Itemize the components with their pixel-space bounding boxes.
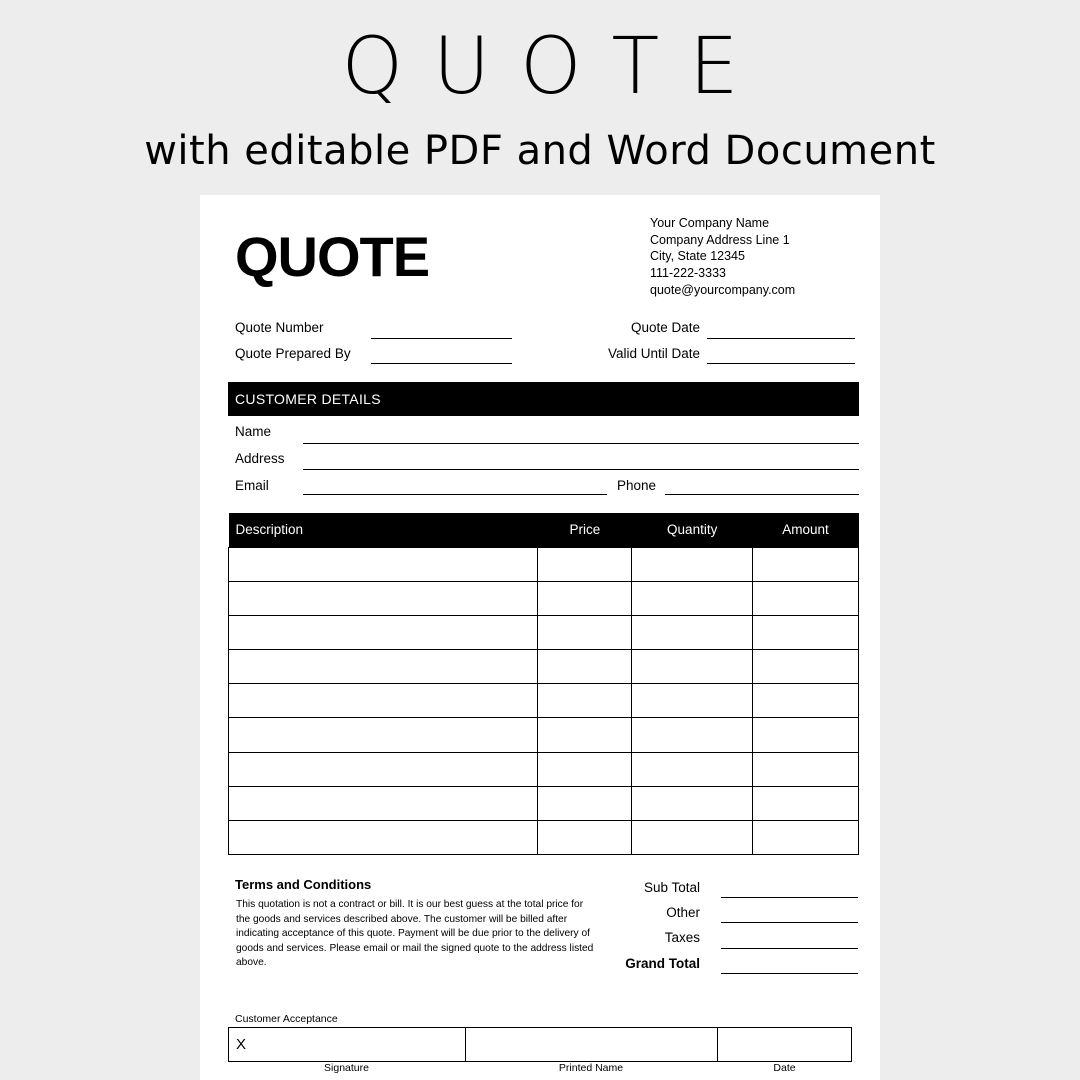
description-cell[interactable] [229, 684, 538, 718]
table-row [229, 821, 859, 855]
amount-cell[interactable] [753, 821, 859, 855]
quantity-cell[interactable] [632, 650, 753, 684]
description-cell[interactable] [229, 615, 538, 649]
printed-name-box[interactable] [466, 1028, 718, 1062]
price-cell[interactable] [538, 684, 632, 718]
amount-cell[interactable] [753, 615, 859, 649]
signature-caption: Signature [324, 1062, 369, 1074]
description-cell[interactable] [229, 786, 538, 820]
acceptance-table [228, 1027, 852, 1062]
col-amount: Amount [753, 513, 859, 547]
quote-prepared-by-field[interactable] [371, 363, 512, 364]
other-label: Other [666, 905, 700, 920]
company-address: Company Address Line 1 [650, 232, 790, 247]
table-row [229, 547, 859, 581]
price-cell[interactable] [538, 786, 632, 820]
quote-prepared-by-label: Quote Prepared By [235, 346, 351, 361]
price-cell[interactable] [538, 615, 632, 649]
description-cell[interactable] [229, 581, 538, 615]
date-caption: Date [773, 1062, 796, 1074]
quote-date-label: Quote Date [630, 320, 700, 335]
col-description: Description [229, 513, 538, 547]
price-cell[interactable] [538, 581, 632, 615]
company-city: City, State 12345 [650, 249, 745, 264]
price-cell[interactable] [538, 547, 632, 581]
company-info [650, 215, 795, 299]
quantity-cell[interactable] [632, 786, 753, 820]
price-cell[interactable] [538, 821, 632, 855]
customer-phone-field[interactable] [665, 494, 859, 495]
col-price: Price [538, 513, 632, 547]
company-name: Your Company Name [650, 216, 770, 230]
items-body [229, 547, 859, 855]
customer-address-label: Address [235, 451, 285, 466]
company-email: quote@yourcompany.com [650, 282, 796, 297]
items-table [228, 513, 859, 855]
quantity-cell[interactable] [632, 684, 753, 718]
customer-phone-label: Phone [617, 478, 657, 493]
printed-name-caption: Printed Name [558, 1062, 624, 1074]
table-row [229, 786, 859, 820]
amount-cell[interactable] [753, 650, 859, 684]
grand-total-field[interactable] [721, 973, 858, 974]
customer-email-label: Email [235, 478, 269, 493]
description-cell[interactable] [229, 547, 538, 581]
amount-cell[interactable] [753, 547, 859, 581]
valid-until-field[interactable] [707, 363, 855, 364]
items-header-row [229, 513, 859, 547]
terms-heading: Terms and Conditions [235, 877, 372, 892]
description-cell[interactable] [229, 752, 538, 786]
sub-total-field[interactable] [721, 897, 858, 898]
date-box[interactable] [718, 1028, 852, 1062]
quote-date-field[interactable] [707, 338, 855, 339]
table-row [229, 684, 859, 718]
signature-box[interactable] [229, 1028, 466, 1062]
terms-body: This quotation is not a contract or bill. It is our best guess at the total price for the goods and services described above. The customer will be billed after indicating acceptance of this quote. Payment will be due prior to the delivery of goods and services. Please email or mail the signed quote to the address listed above. [236, 899, 594, 968]
amount-cell[interactable] [753, 752, 859, 786]
quote-number-label: Quote Number [235, 320, 324, 335]
signature-x-mark: X [236, 1036, 247, 1053]
description-cell[interactable] [229, 650, 538, 684]
price-cell[interactable] [538, 752, 632, 786]
table-row [229, 581, 859, 615]
table-row [229, 718, 859, 752]
sub-total-label: Sub Total [643, 880, 700, 895]
quantity-cell[interactable] [632, 718, 753, 752]
description-cell[interactable] [229, 718, 538, 752]
quote-sheet [200, 195, 880, 1080]
customer-email-field[interactable] [303, 494, 607, 495]
banner-subtitle: with editable PDF and Word Document [144, 128, 936, 174]
table-row [229, 650, 859, 684]
customer-address-field[interactable] [303, 469, 859, 470]
price-cell[interactable] [538, 718, 632, 752]
amount-cell[interactable] [753, 786, 859, 820]
table-row [229, 752, 859, 786]
description-cell[interactable] [229, 821, 538, 855]
other-field[interactable] [721, 922, 858, 923]
document-title: QUOTE [235, 225, 430, 288]
customer-name-field[interactable] [303, 443, 859, 444]
amount-cell[interactable] [753, 718, 859, 752]
quote-number-field[interactable] [371, 338, 512, 339]
customer-name-label: Name [235, 424, 272, 439]
customer-acceptance-label: Customer Acceptance [235, 1013, 338, 1025]
quantity-cell[interactable] [632, 752, 753, 786]
valid-until-label: Valid Until Date [607, 346, 700, 361]
quantity-cell[interactable] [632, 821, 753, 855]
amount-cell[interactable] [753, 684, 859, 718]
company-phone: 111-222-3333 [650, 266, 726, 281]
banner-title: QUOTE [341, 22, 769, 112]
table-row [229, 615, 859, 649]
quantity-cell[interactable] [632, 581, 753, 615]
taxes-label: Taxes [664, 930, 700, 945]
price-cell[interactable] [538, 650, 632, 684]
col-quantity: Quantity [632, 513, 753, 547]
customer-details-header: CUSTOMER DETAILS [228, 382, 859, 416]
taxes-field[interactable] [721, 948, 858, 949]
quantity-cell[interactable] [632, 615, 753, 649]
amount-cell[interactable] [753, 581, 859, 615]
grand-total-label: Grand Total [625, 956, 700, 971]
quantity-cell[interactable] [632, 547, 753, 581]
